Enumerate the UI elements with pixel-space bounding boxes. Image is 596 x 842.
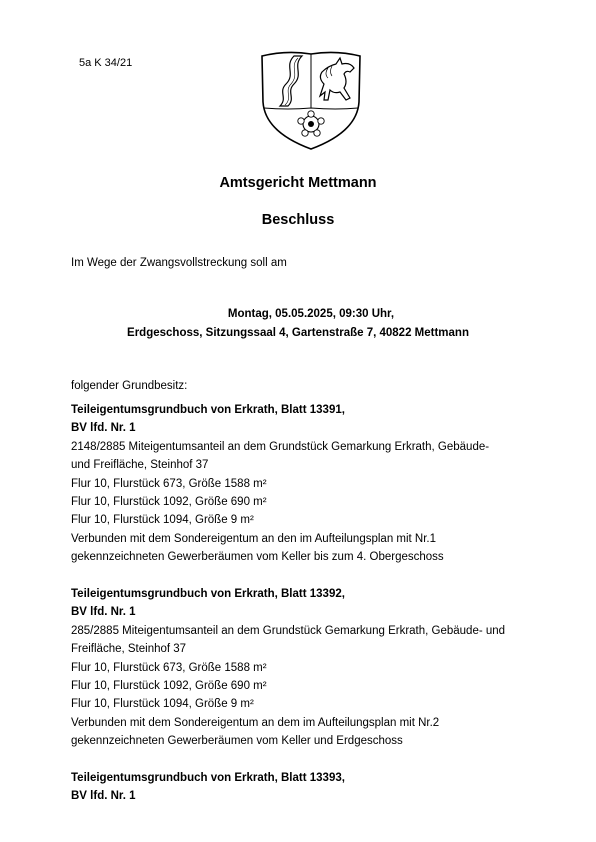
entry-title: Teileigentumsgrundbuch von Erkrath, Blatt 13393, [71, 772, 345, 784]
appointment-location: Erdgeschoss, Sitzungssaal 4, Gartenstraße 7, 40822 Mettmann [127, 327, 469, 339]
appointment-date: Montag, 05.05.2025, 09:30 Uhr, [227, 308, 395, 320]
lead-text: folgender Grundbesitz: [71, 380, 188, 392]
intro-text: Im Wege der Zwangsvollstreckung soll am [71, 257, 287, 269]
court-name: Amtsgericht Mettmann [219, 175, 377, 191]
entry-line: gekennzeichneten Gewerberäumen vom Keller bis zum 4. Obergeschoss [71, 551, 444, 564]
entry-line: Freifläche, Steinhof 37 [71, 643, 187, 656]
entry-line: 285/2885 Miteigentumsanteil an dem Grundstück Gemarkung Erkrath, Gebäude- und [71, 624, 506, 637]
entry-line: gekennzeichneten Gewerberäumen vom Keller und Erdgeschoss [71, 735, 403, 748]
entry-line: Flur 10, Flurstück 673, Größe 1588 m² [71, 477, 267, 490]
entry-line: 2148/2885 Miteigentumsanteil an dem Grundstück Gemarkung Erkrath, Gebäude- [71, 440, 490, 453]
entry-bv: BV lfd. Nr. 1 [71, 422, 136, 435]
property-entry [71, 401, 531, 567]
document-type: Beschluss [261, 212, 335, 228]
case-number: 5a K 34/21 [79, 57, 133, 69]
property-entry [71, 585, 531, 751]
entry-line: Verbunden mit dem Sondereigentum an dem im Aufteilungsplan mit Nr.2 [71, 716, 440, 729]
entry-line: Verbunden mit dem Sondereigentum an den im Aufteilungsplan mit Nr.1 [71, 532, 437, 545]
entry-line: Flur 10, Flurstück 1092, Größe 690 m² [71, 496, 267, 509]
entry-line: Flur 10, Flurstück 1094, Größe 9 m² [71, 698, 254, 711]
entry-line: Flur 10, Flurstück 1092, Größe 690 m² [71, 680, 267, 693]
entry-title: Teileigentumsgrundbuch von Erkrath, Blatt 13391, [71, 404, 345, 416]
entry-title: Teileigentumsgrundbuch von Erkrath, Blatt 13392, [71, 588, 345, 600]
entry-line: Flur 10, Flurstück 673, Größe 1588 m² [71, 661, 267, 674]
entry-bv: BV lfd. Nr. 1 [71, 606, 136, 619]
entry-bv: BV lfd. Nr. 1 [71, 790, 136, 803]
coat-of-arms-icon [258, 48, 364, 152]
entry-line: Flur 10, Flurstück 1094, Größe 9 m² [71, 514, 254, 527]
property-entry [71, 769, 531, 806]
entry-line: und Freifläche, Steinhof 37 [71, 459, 209, 472]
